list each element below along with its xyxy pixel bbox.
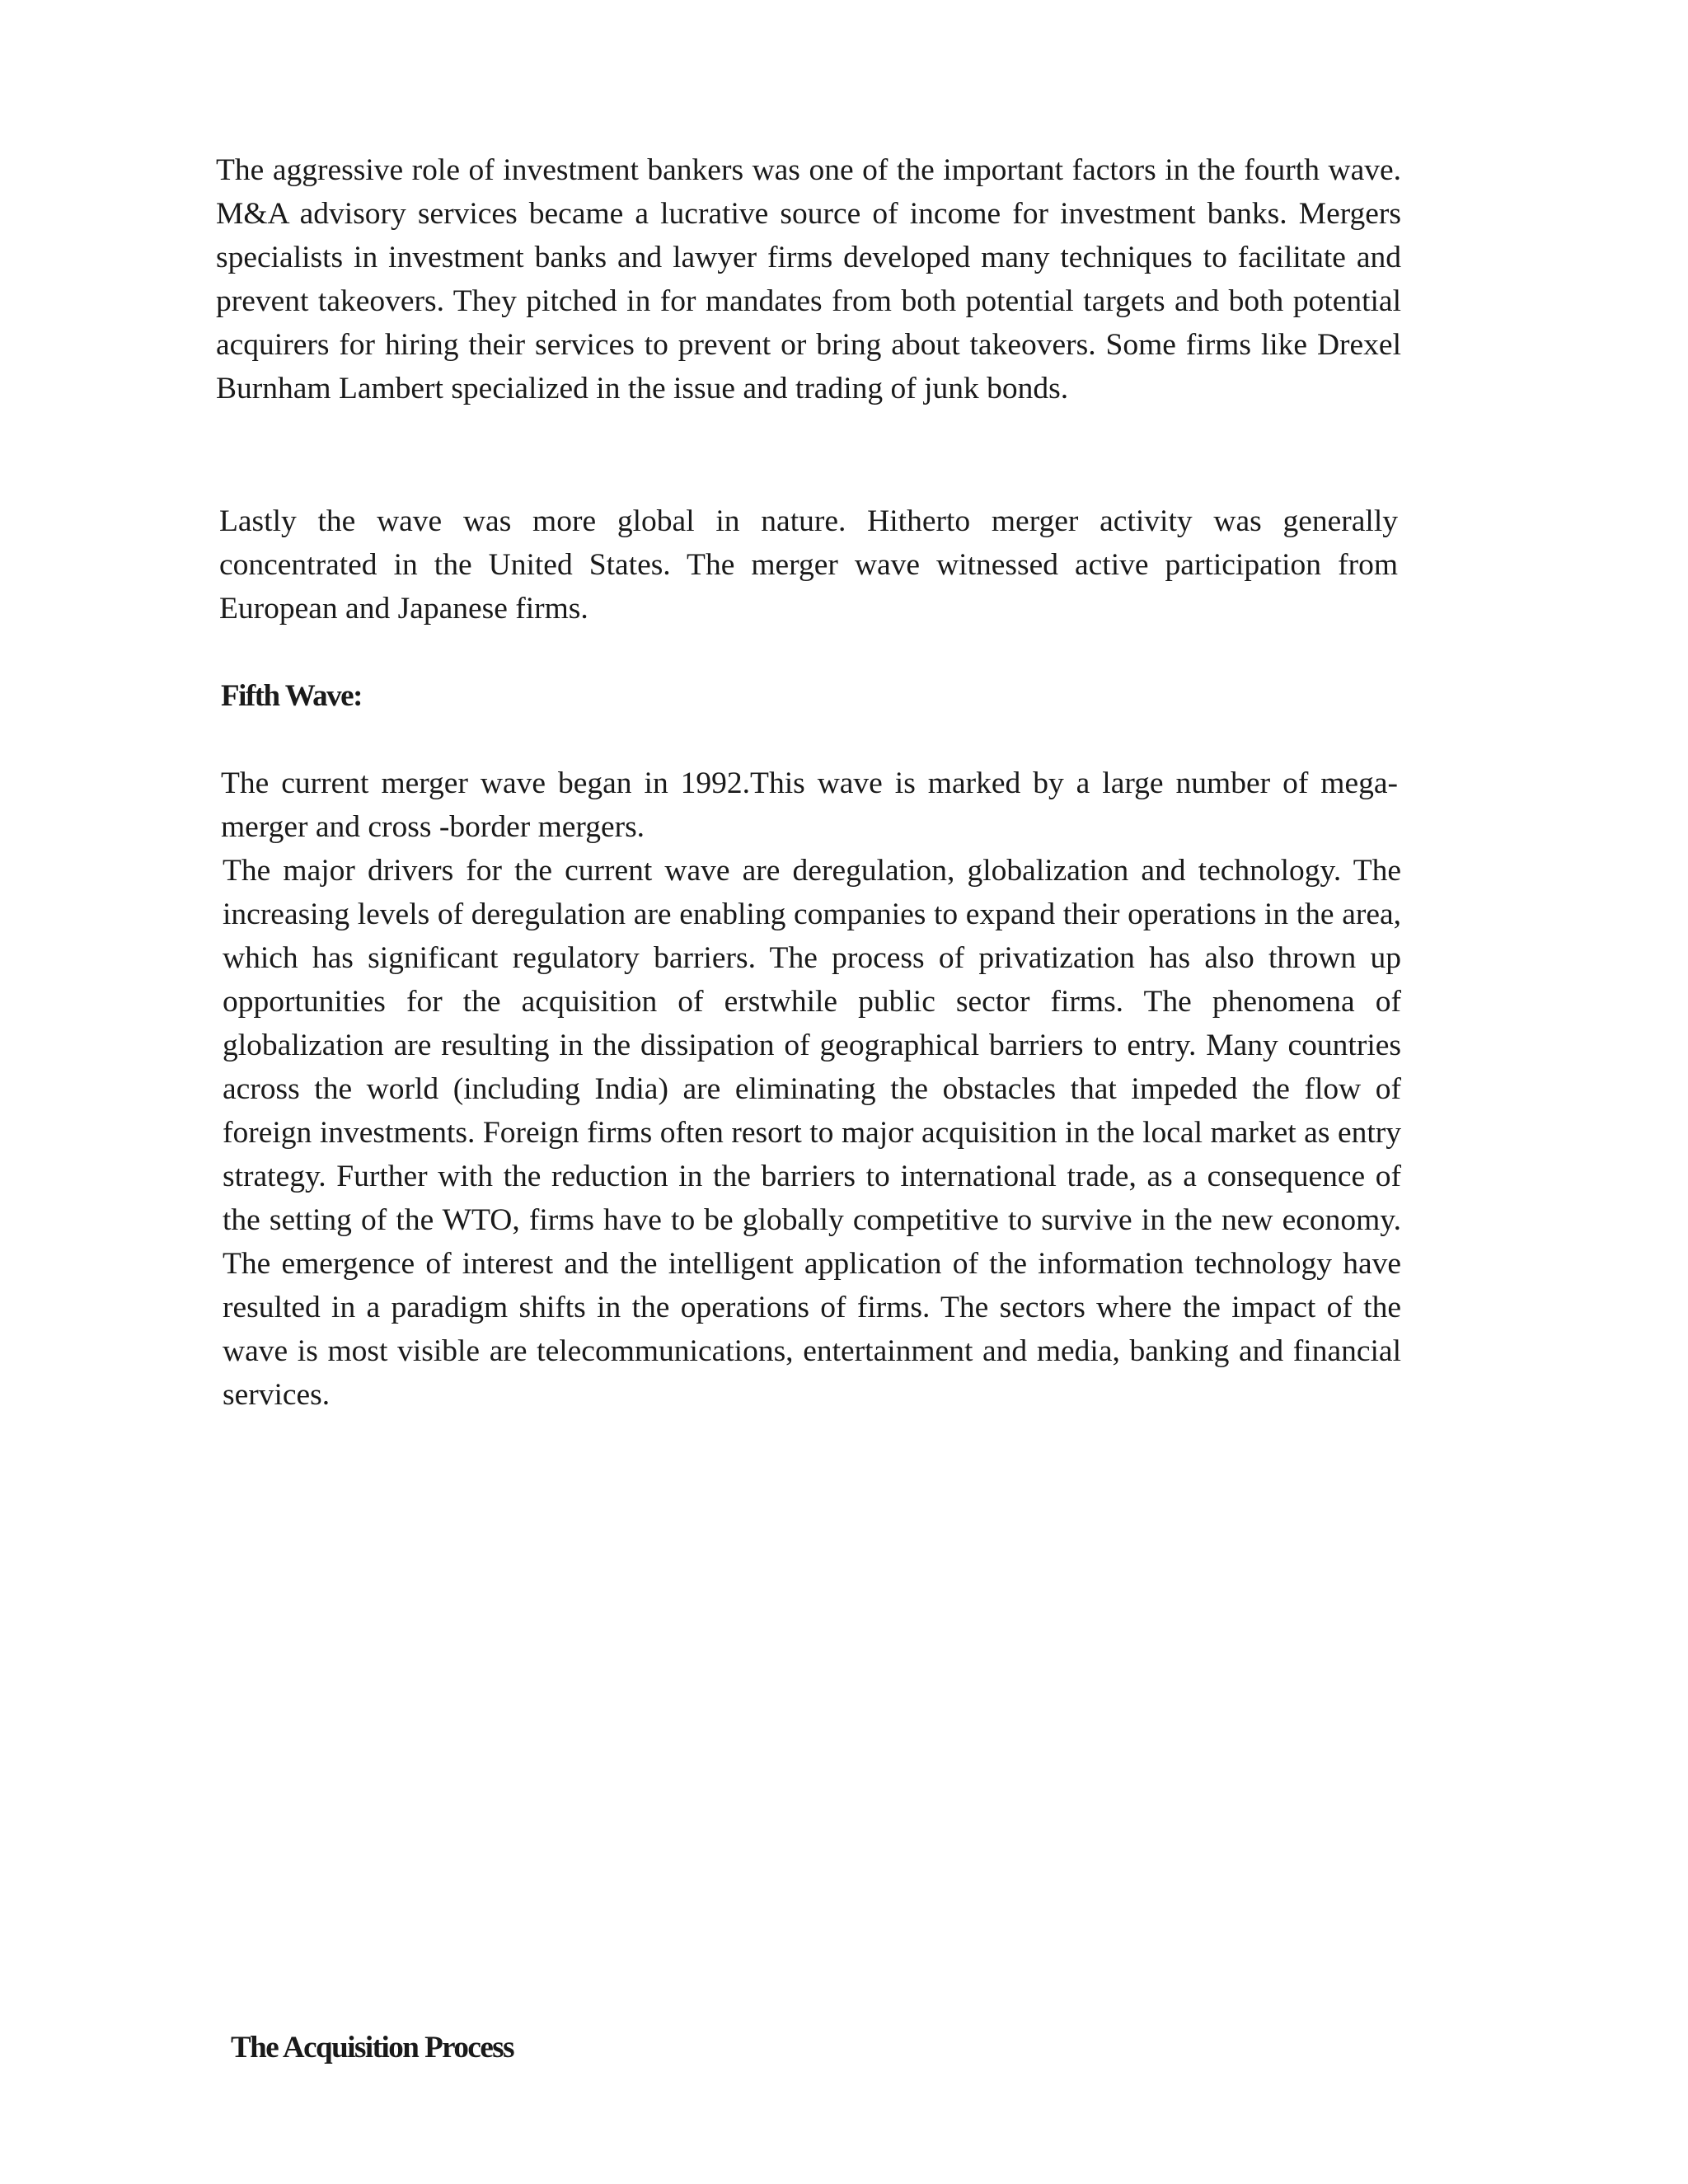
heading-fifth-wave-bold: Wave: <box>284 679 362 713</box>
heading-acquisition-plain: The <box>231 2031 283 2064</box>
paragraph-major-drivers: The major drivers for the current wave are deregulation, globalization and technology. The increasing levels of deregulation are enabling companies to expand their operations in the area, which has significant regulatory barriers. The process of privatization has also thrown up opportunities for the acquisition of erstwhile public sector firms. The phenomena of globalization are resulting in the dissipation of geographical barriers to entry. Many countries across the world (including India) are eliminating the obstacles that impeded the flow of foreign investments. Foreign firms often resort to major acquisition in the local market as entry strategy. Further with the reduction in the barriers to international trade, as a consequence of the setting of the WTO, firms have to be globally competitive to survive in the new economy. The emergence of interest and the intelligent application of the information technology have resulted in a paradigm shifts in the operations of firms. The sectors where the impact of the wave is most visible are telecommunications, entertainment and media, banking and financial services. <box>223 854 1401 1412</box>
heading-fifth-wave <box>221 674 362 718</box>
heading-acquisition-bold: Acquisition Process <box>282 2031 514 2064</box>
heading-fifth-wave-plain: Fifth <box>221 679 285 713</box>
paragraph-current-wave: The current merger wave began in 1992.This wave is marked by a large number of mega-merger and cross -border mergers. <box>221 766 1398 844</box>
heading-acquisition-process <box>231 2026 513 2069</box>
paragraph-global-nature: Lastly the wave was more global in nature. Hitherto merger activity was generally concentrated in the United States. The merger wave witnessed active participation from European and Japanese firms. <box>219 504 1398 626</box>
paragraph-investment-bankers: The aggressive role of investment bankers was one of the important factors in the fourth wave. M&A advisory services became a lucrative source of income for investment banks. Mergers specialists in investment banks and lawyer firms developed many techniques to facilitate and prevent takeovers. They pitched in for mandates from both potential targets and both potential acquirers for hiring their services to prevent or bring about takeovers. Some firms like Drexel Burnham Lambert specialized in the issue and trading of junk bonds. <box>216 153 1401 405</box>
